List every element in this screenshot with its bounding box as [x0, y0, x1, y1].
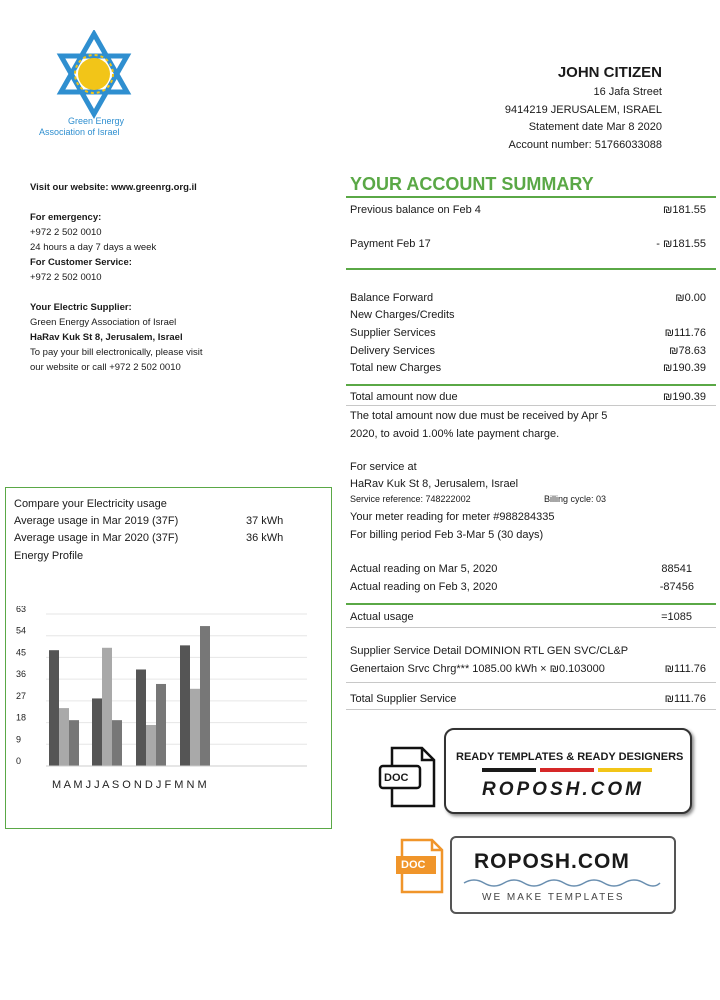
divider	[346, 682, 716, 683]
stripe-yellow	[598, 768, 652, 772]
actual-usage-value: =1085	[661, 611, 692, 623]
doc-file-icon-orange	[396, 838, 444, 894]
meter-reading: Your meter reading for meter #988284335	[350, 511, 555, 523]
doc-file-icon	[378, 746, 436, 808]
wave-decoration-icon	[462, 876, 662, 890]
stripe-red	[540, 768, 594, 772]
stripe-black	[482, 768, 536, 772]
total-due-label: Total amount now due	[350, 391, 458, 403]
pay-instructions-line2: our website or call +972 2 502 0010	[30, 362, 181, 373]
total-due-value: ₪190.39	[663, 391, 706, 403]
energy-profile-label: Energy Profile	[14, 550, 84, 562]
usage-comparison-box	[5, 487, 332, 829]
bar	[59, 708, 69, 766]
roposh-logo-box	[450, 836, 676, 914]
logo-tagline: WE MAKE TEMPLATES	[482, 892, 625, 903]
payment-value: - ₪181.55	[656, 238, 706, 250]
supplier-name: Green Energy Association of Israel	[30, 317, 177, 328]
roposh-banner	[444, 728, 692, 814]
bar	[136, 669, 146, 766]
y-tick-label: 27	[16, 690, 27, 701]
customer-block	[362, 62, 662, 154]
billing-cycle: Billing cycle: 03	[544, 494, 607, 504]
divider	[346, 627, 716, 628]
total-supplier-label: Total Supplier Service	[350, 693, 457, 705]
payment-label: Payment Feb 17	[350, 238, 431, 250]
avg-2020-value: 36 kWh	[246, 532, 284, 544]
avg-2019-label: Average usage in Mar 2019 (37F)	[14, 515, 179, 527]
star-sun-logo-icon	[44, 30, 144, 122]
bar	[200, 626, 210, 766]
y-tick-label: 0	[16, 756, 22, 766]
supplier-detail-line2: Genertaion Srvc Chrg*** 1085.00 kWh × ₪0.103000	[350, 663, 605, 675]
delivery-services-value: ₪78.63	[669, 345, 706, 357]
divider	[346, 405, 716, 406]
y-tick-label: 36	[16, 669, 27, 680]
actual-reading-mar-value: 88541	[661, 563, 692, 575]
due-note-line1: The total amount now due must be received by Apr 5	[350, 410, 608, 422]
bar	[146, 725, 156, 766]
website-line: Visit our website: www.greenrg.org.il	[30, 182, 197, 193]
actual-reading-mar-label: Actual reading on Mar 5, 2020	[350, 563, 498, 575]
doc-label: DOC	[384, 772, 409, 784]
supplier-address: HaRav Kuk St 8, Jerusalem, Israel	[30, 332, 183, 343]
emergency-label: For emergency:	[30, 212, 102, 223]
avg-2020-label: Average usage in Mar 2020 (37F)	[14, 532, 179, 544]
contact-info	[30, 180, 330, 375]
emergency-hours: 24 hours a day 7 days a week	[30, 242, 157, 253]
summary-title: YOUR ACCOUNT SUMMARY	[350, 174, 594, 194]
bar	[190, 689, 200, 766]
service-address: HaRav Kuk St 8, Jerusalem, Israel	[350, 478, 519, 490]
customer-city: 9414219 JERUSALEM, ISRAEL	[504, 103, 662, 116]
previous-balance-label: Previous balance on Feb 4	[350, 204, 481, 216]
service-reference: Service reference: 748222002	[350, 494, 471, 504]
actual-reading-feb-label: Actual reading on Feb 3, 2020	[350, 581, 498, 593]
service-at-label: For service at	[350, 461, 417, 473]
logo-brand: ROPOSH.COM	[474, 850, 630, 873]
delivery-services-label: Delivery Services	[350, 345, 435, 357]
statement-date: Statement date Mar 8 2020	[528, 121, 662, 133]
banner-brand: ROPOSH.COM	[482, 779, 644, 800]
actual-usage-label: Actual usage	[350, 611, 414, 623]
bar	[92, 698, 102, 766]
avg-2019-value: 37 kWh	[246, 515, 284, 527]
total-new-charges-value: ₪190.39	[663, 362, 706, 374]
company-logo	[36, 30, 146, 140]
total-supplier-value: ₪111.76	[664, 693, 706, 705]
divider	[346, 268, 716, 270]
supplier-services-value: ₪111.76	[664, 327, 706, 339]
usage-box-title: Compare your Electricity usage	[14, 498, 167, 510]
balance-forward-value: ₪0.00	[675, 292, 706, 304]
bar	[156, 684, 166, 766]
x-axis-categories: M A M J J A S O N D J F M N M	[52, 779, 207, 791]
divider	[346, 709, 716, 710]
bar	[180, 645, 190, 766]
supplier-label: Your Electric Supplier:	[30, 302, 132, 313]
banner-top-text: READY TEMPLATES & READY DESIGNERS	[456, 751, 684, 763]
account-summary	[346, 172, 716, 712]
due-note-line2: 2020, to avoid 1.00% late payment charge.	[350, 428, 560, 440]
bar	[112, 720, 122, 766]
bar	[102, 648, 112, 766]
y-tick-label: 63	[16, 606, 27, 614]
actual-reading-feb-value: -87456	[659, 581, 694, 593]
balance-forward-label: Balance Forward	[350, 292, 434, 304]
billing-period: For billing period Feb 3-Mar 5 (30 days)	[350, 529, 544, 541]
customer-name: JOHN CITIZEN	[557, 64, 662, 81]
supplier-detail-line1: Supplier Service Detail DOMINION RTL GEN SVC/CL&P	[350, 645, 629, 657]
supplier-detail-value: ₪111.76	[664, 663, 706, 675]
watermark-roposh-1	[378, 728, 693, 814]
y-tick-label: 54	[16, 625, 27, 636]
customer-street: 16 Jafa Street	[593, 86, 662, 98]
customer-service-label: For Customer Service:	[30, 257, 132, 268]
logo-text-line1: Green Energy	[68, 116, 125, 126]
emergency-phone: +972 2 502 0010	[30, 227, 102, 238]
y-tick-label: 9	[16, 734, 22, 745]
bar	[69, 720, 79, 766]
account-number: Account number: 51766033088	[508, 138, 662, 151]
previous-balance-value: ₪181.55	[663, 204, 706, 216]
total-new-charges-label: Total new Charges	[350, 362, 442, 374]
bar	[49, 650, 59, 766]
logo-text-line2: Association of Israel	[39, 127, 120, 137]
divider	[346, 384, 716, 386]
watermark-roposh-2	[396, 834, 676, 914]
pay-instructions-line1: To pay your bill electronically, please visit	[30, 347, 203, 358]
divider	[346, 196, 716, 198]
supplier-services-label: Supplier Services	[350, 327, 436, 339]
doc-label: DOC	[401, 859, 426, 871]
y-tick-label: 18	[16, 712, 27, 723]
new-charges-label: New Charges/Credits	[350, 309, 455, 321]
energy-profile-chart	[12, 606, 312, 811]
y-tick-label: 45	[16, 647, 27, 658]
divider	[346, 603, 716, 605]
customer-service-phone: +972 2 502 0010	[30, 272, 102, 283]
